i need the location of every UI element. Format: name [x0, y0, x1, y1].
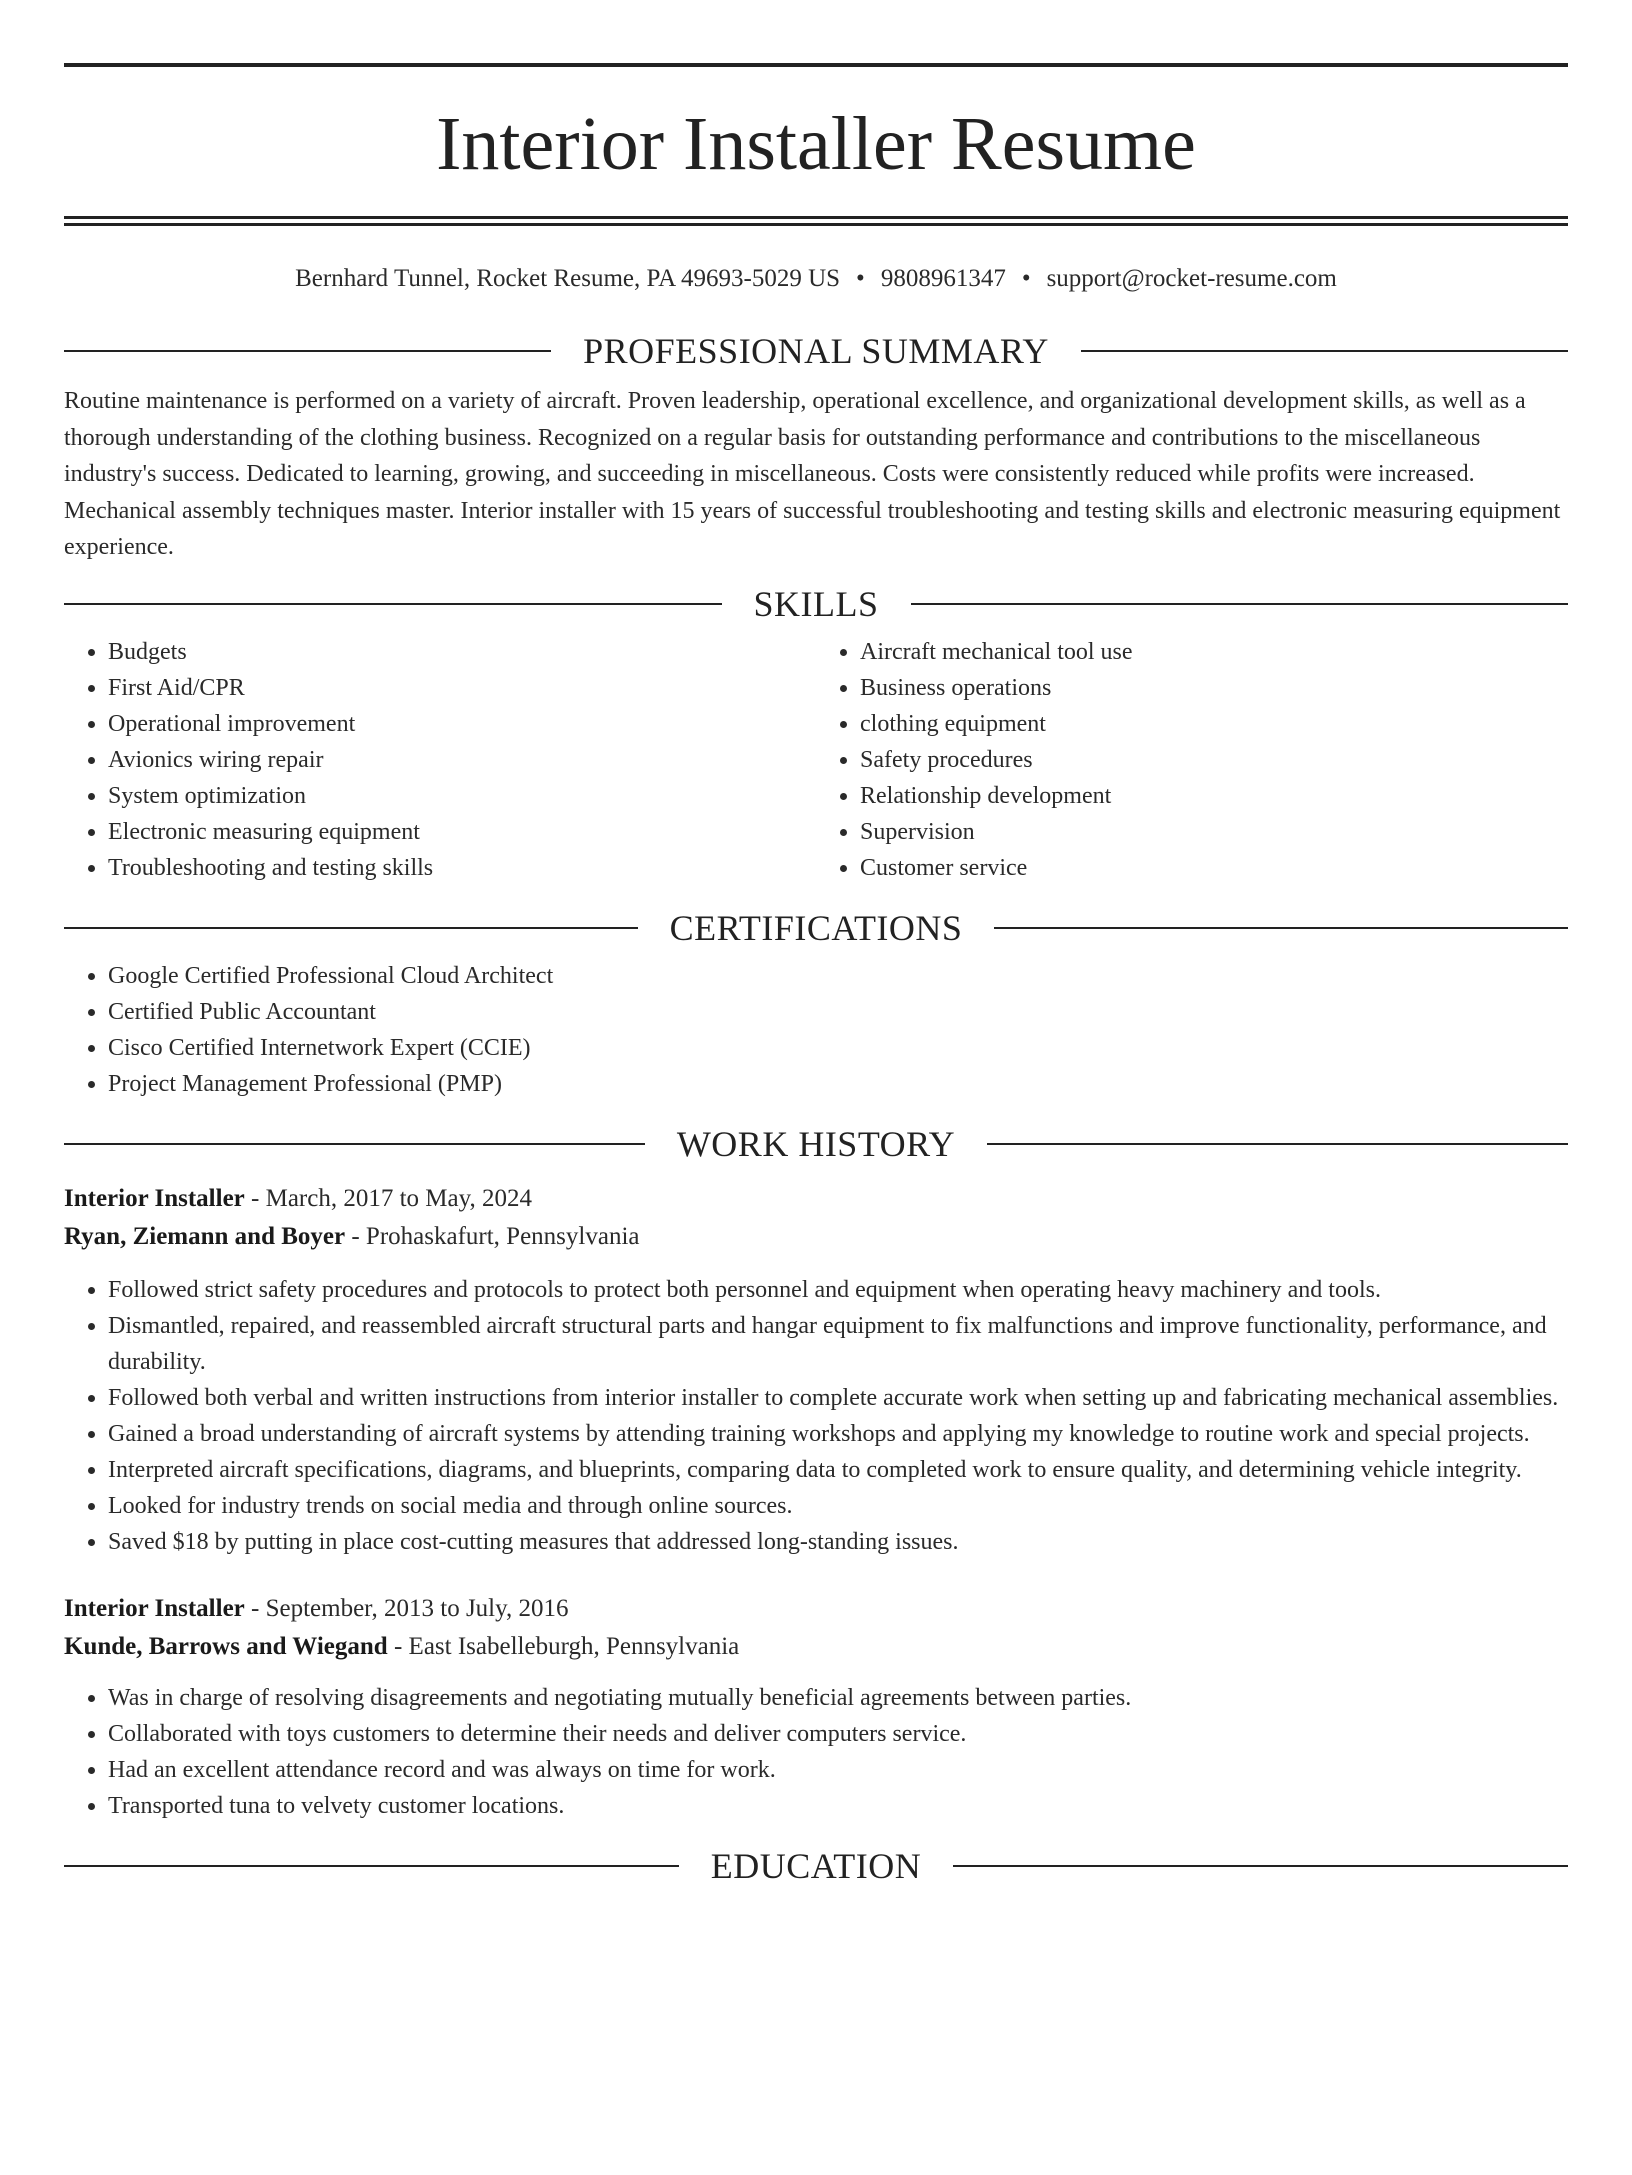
page-title: Interior Installer Resume [436, 102, 1196, 186]
job-company: Kunde, Barrows and Wiegand [64, 1632, 388, 1660]
job-duties-list [64, 1680, 1568, 1824]
divider-line [1081, 350, 1568, 352]
job-location: - East Isabelleburgh, Pennsylvania [387, 1632, 740, 1660]
summary-paragraph: Routine maintenance is performed on a variety of aircraft. Proven leadership, operational excellence, and organizational development skills, as well as a thorough understanding of the clothing business. Recognized on a regular basis for outstanding performance and contributions to the miscellaneous industry's success. Dedicated to learning, growing, and succeeding in miscellaneous. Costs were consistently reduced while profits were increased. Mechanical assembly techniques master. Interior installer with 15 years of successful troubleshooting and testing skills and electronic measuring equipment experience. [64, 388, 1561, 560]
divider-line [911, 603, 1569, 605]
job-duty: • Collaborated with toys customers to determine their needs and deliver computers service. [108, 1716, 1568, 1752]
job-entry [64, 1590, 1568, 1824]
divider-line [953, 1865, 1568, 1867]
skill-item: • clothing equipment [860, 706, 1568, 742]
skill-item: • Electronic measuring equipment [108, 814, 816, 850]
skill-item: • First Aid/CPR [108, 670, 816, 706]
resume-page [0, 63, 1632, 2175]
section-title-work: WORK HISTORY [676, 1123, 956, 1164]
job-duty: • Interpreted aircraft specifications, diagrams, and blueprints, comparing data to completed work to ensure quality, and determining vehicle integrity. [108, 1452, 1568, 1488]
certification-item: • Certified Public Accountant [108, 994, 1568, 1030]
skill-item: • Business operations [860, 670, 1568, 706]
certification-item: • Cisco Certified Internetwork Expert (CCIE) [108, 1030, 1568, 1066]
section-header-skills [64, 582, 1568, 626]
top-rule [64, 63, 1568, 67]
skill-item: • Supervision [860, 814, 1568, 850]
divider-line [64, 927, 638, 929]
job-duty: • Was in charge of resolving disagreements and negotiating mutually beneficial agreements between parties. [108, 1680, 1568, 1716]
certification-item: • Google Certified Professional Cloud Architect [108, 958, 1568, 994]
section-title-certifications: CERTIFICATIONS [669, 907, 963, 948]
skill-item: • Relationship development [860, 778, 1568, 814]
job-duty: • Saved $18 by putting in place cost-cutting measures that addressed long-standing issues. [108, 1524, 1568, 1560]
skill-item: • Budgets [108, 634, 816, 670]
skills-list-right [816, 634, 1568, 886]
skill-item: • Operational improvement [108, 706, 816, 742]
certification-item: • Project Management Professional (PMP) [108, 1066, 1568, 1102]
section-header-education [64, 1844, 1568, 1888]
job-duty: • Followed both verbal and written instructions from interior installer to complete accurate work when setting up and fabricating mechanical assemblies. [108, 1380, 1568, 1416]
job-location: - Prohaskafurt, Pennsylvania [345, 1222, 640, 1250]
section-header-work [64, 1122, 1568, 1166]
title-double-rule [64, 216, 1568, 226]
certifications-list [64, 958, 1568, 1102]
skill-item: • System optimization [108, 778, 816, 814]
divider-line [64, 350, 551, 352]
job-entry [64, 1180, 1568, 1560]
divider-line [64, 1865, 679, 1867]
job-duty: • Gained a broad understanding of aircraft systems by attending training workshops and applying my knowledge to routine work and special projects. [108, 1416, 1568, 1452]
job-duty: • Dismantled, repaired, and reassembled aircraft structural parts and hangar equipment to fix malfunctions and improve functionality, performance, and durability. [108, 1308, 1568, 1380]
skill-item: • Safety procedures [860, 742, 1568, 778]
section-header-summary [64, 329, 1568, 373]
section-title-skills: SKILLS [753, 583, 879, 624]
skill-item: • Aircraft mechanical tool use [860, 634, 1568, 670]
section-title-education: EDUCATION [710, 1845, 922, 1886]
job-duty: • Transported tuna to velvety customer locations. [108, 1788, 1568, 1824]
job-title-line [64, 1180, 1568, 1218]
job-company: Ryan, Ziemann and Boyer [64, 1222, 346, 1250]
job-duty: • Looked for industry trends on social media and through online sources. [108, 1488, 1568, 1524]
contact-separator: • [1021, 265, 1031, 292]
job-duties-list [64, 1272, 1568, 1560]
skills-list-left [64, 634, 816, 886]
job-title: Interior Installer [64, 1184, 245, 1212]
job-company-line [64, 1218, 1568, 1256]
divider-line [64, 1143, 645, 1145]
job-duty: • Followed strict safety procedures and protocols to protect both personnel and equipment when operating heavy machinery and tools. [108, 1272, 1568, 1308]
divider-line [987, 1143, 1568, 1145]
skills-grid [64, 634, 1568, 886]
job-dates: - March, 2017 to May, 2024 [244, 1184, 532, 1212]
section-header-certifications [64, 906, 1568, 950]
contact-separator: • [856, 265, 865, 292]
contact-email[interactable]: support@rocket-resume.com [1046, 265, 1337, 292]
section-title-summary: PROFESSIONAL SUMMARY [583, 331, 1049, 371]
divider-line [994, 927, 1568, 929]
skill-item: • Troubleshooting and testing skills [108, 850, 816, 886]
job-title-line [64, 1590, 1568, 1628]
contact-phone: 9808961347 [880, 265, 1006, 292]
job-dates: - September, 2013 to July, 2016 [244, 1594, 569, 1622]
contact-line [64, 263, 1568, 295]
contact-address: Bernhard Tunnel, Rocket Resume, PA 49693-5029 US [295, 265, 841, 292]
job-company-line [64, 1628, 1568, 1666]
job-title: Interior Installer [64, 1594, 245, 1622]
skill-item: • Avionics wiring repair [108, 742, 816, 778]
job-duty: • Had an excellent attendance record and was always on time for work. [108, 1752, 1568, 1788]
divider-line [64, 603, 722, 605]
skill-item: • Customer service [860, 850, 1568, 886]
